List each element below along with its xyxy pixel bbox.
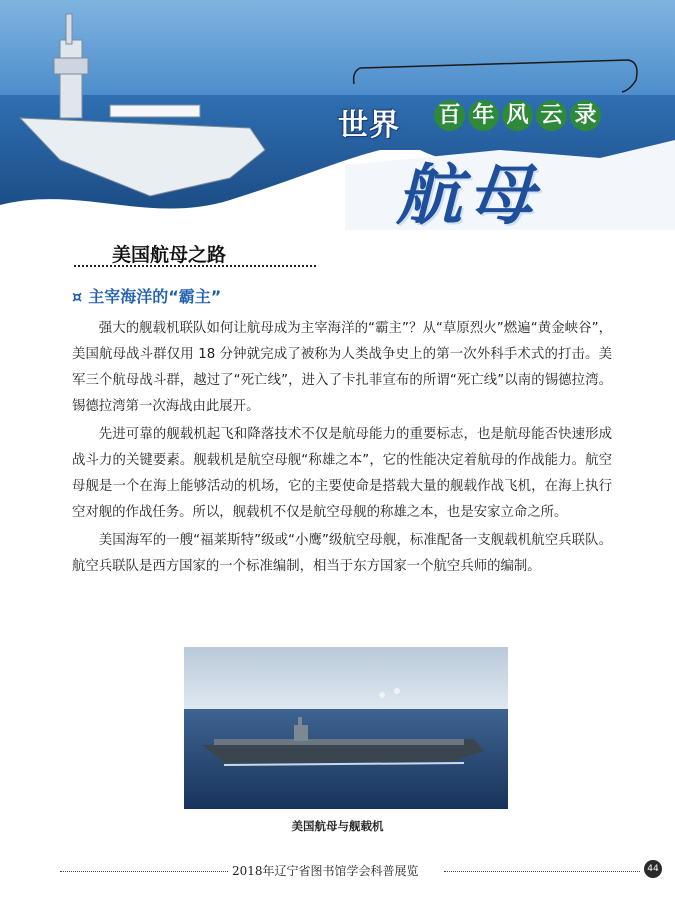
subhead-text: 主宰海洋的“霸主” — [88, 287, 222, 306]
page-number: 44 — [644, 860, 662, 878]
article-body — [72, 316, 612, 582]
paragraph: 美国海军的一艘“福莱斯特”级或“小鹰”级航空母舰，标准配备一支舰载机航空兵联队。航空兵联队是西方国家的一个标准编制，相当于东方国家一个航空兵师的编制。 — [72, 533, 612, 574]
circle-char: 风 — [502, 100, 533, 131]
section-title: 美国航母之路 — [112, 244, 227, 266]
bullet-icon: ¤ — [72, 287, 83, 306]
section-divider — [74, 265, 316, 267]
ocean-carrier-banner — [0, 0, 675, 290]
footer-text: 2018年辽宁省图书馆学会科普展览 — [232, 864, 419, 878]
paragraph: 强大的舰载机联队如何让航母成为主宰海洋的“霸主”？从“草原烈火”燃遍“黄金峡谷”，美国航母战斗群仅用 18 分钟就完成了被称为人类战争史上的第一次外科手术式的打击。美军三个航母战斗群，越过了“死亡线”，进入了卡扎菲宣布的所谓“死亡线”以南的锡德拉湾。锡德拉湾第一次海战由此展开。 — [72, 321, 612, 414]
circle-char: 云 — [536, 100, 567, 131]
circle-char: 录 — [570, 100, 601, 131]
figure-caption: 美国航母与舰载机 — [291, 819, 384, 833]
subhead — [72, 284, 221, 307]
paragraph: 先进可靠的舰载机起飞和降落技术不仅是航母能力的重要标志，也是航母能否快速形成战斗力的关键要素。舰载机是航空母舰“称雄之本”，它的性能决定着航母的作战能力。航空母舰是一个在海上能够活动的机场，它的主要使命是搭载大量的舰载作战飞机，在海上执行空对舰的作战任务。所以，舰载机不仅是航空母舰的称雄之本，也是安家立命之所。 — [72, 427, 612, 520]
series-label: 世界 — [338, 108, 400, 143]
main-title: 航母 — [396, 156, 540, 234]
carrier-photo — [184, 647, 508, 809]
circle-char: 年 — [468, 100, 499, 131]
header-banner — [0, 0, 675, 290]
footer-divider-right — [444, 871, 640, 872]
footer-divider-left — [60, 871, 228, 872]
circle-char: 百 — [434, 100, 465, 131]
series-circle-chars — [434, 100, 604, 131]
